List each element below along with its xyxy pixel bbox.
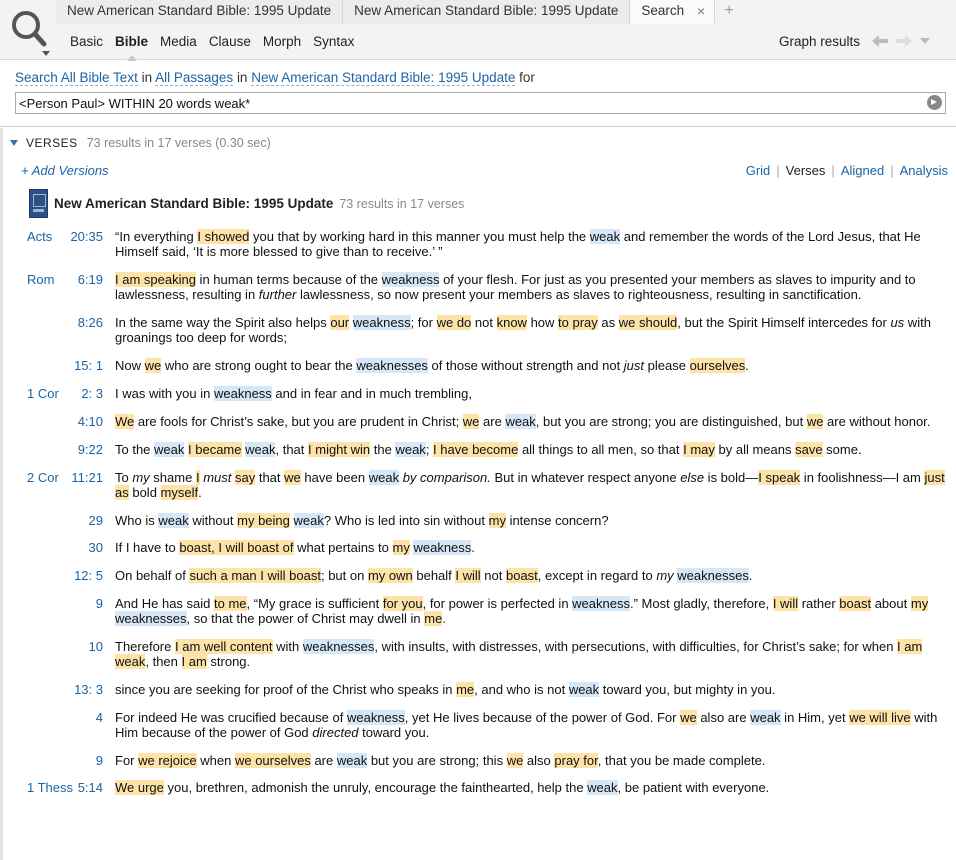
verse-text-segment: For bbox=[115, 753, 139, 768]
back-arrow-icon[interactable] bbox=[872, 35, 888, 47]
verse-text bbox=[115, 513, 950, 528]
verse-text-segment: For indeed He was crucified because of bbox=[115, 710, 347, 725]
person-match-highlight[interactable]: We urge bbox=[115, 780, 164, 795]
person-match-highlight[interactable]: we bbox=[680, 710, 697, 725]
verse-text bbox=[115, 540, 950, 555]
verse-text-segment: , and who is not bbox=[474, 682, 569, 697]
person-match-highlight[interactable]: to me bbox=[214, 596, 247, 611]
search-hit-highlight[interactable]: weak bbox=[750, 710, 781, 725]
verse-text-segment: since you are seeking for proof of the Christ who speaks in bbox=[115, 682, 457, 697]
verse-text-segment: On behalf of bbox=[115, 568, 190, 583]
verse-text-segment: ; but on bbox=[320, 568, 368, 583]
search-hit-highlight[interactable]: weakness bbox=[214, 386, 272, 401]
scope-text: for bbox=[519, 70, 535, 85]
verse-reference-link[interactable]: 9 bbox=[95, 753, 103, 768]
verse-text-segment: Therefore bbox=[115, 639, 175, 654]
add-tab-button[interactable]: + bbox=[724, 2, 734, 19]
view-mode-switch bbox=[746, 163, 948, 178]
verse-text bbox=[115, 414, 950, 429]
person-match-highlight[interactable]: my bbox=[910, 596, 929, 611]
verse-text-segment: the bbox=[370, 442, 396, 457]
person-match-highlight[interactable]: such a man I will boast bbox=[189, 568, 321, 583]
verse-text-segment: in foolishness—I am bbox=[800, 470, 925, 485]
tab-label: New American Standard Bible: 1995 Update bbox=[67, 3, 332, 18]
verse-text bbox=[115, 229, 950, 259]
person-match-highlight[interactable]: for you bbox=[382, 596, 423, 611]
verse-text-segment: , that bbox=[275, 442, 309, 457]
person-match-highlight[interactable]: I have become bbox=[433, 442, 519, 457]
person-match-highlight[interactable]: boast bbox=[505, 568, 538, 583]
verse-text-segment: , for power is perfected in bbox=[422, 596, 573, 611]
tab-label: Search bbox=[641, 3, 685, 18]
person-match-highlight[interactable]: we bbox=[506, 753, 524, 768]
person-match-highlight[interactable]: I speak bbox=[758, 470, 801, 485]
verse-text-segment: you, brethren, admonish the unruly, encourage the fainthearted, help the bbox=[163, 780, 588, 795]
person-match-highlight[interactable]: know bbox=[496, 315, 527, 330]
person-match-highlight[interactable]: we will live bbox=[849, 710, 911, 725]
search-hit-highlight[interactable]: weak bbox=[587, 780, 618, 795]
person-match-highlight[interactable]: We bbox=[115, 414, 135, 429]
verse-text-segment: And He has said bbox=[115, 596, 215, 611]
person-match-highlight[interactable]: we rejoice bbox=[138, 753, 197, 768]
verse-text-segment: not bbox=[471, 315, 497, 330]
toolbar bbox=[0, 0, 956, 60]
verse-text-segment: bold bbox=[128, 485, 161, 500]
person-match-highlight[interactable]: I became bbox=[188, 442, 242, 457]
person-match-highlight[interactable]: my own bbox=[367, 568, 413, 583]
verse-text bbox=[115, 682, 950, 697]
verse-text-segment: ; for bbox=[410, 315, 437, 330]
italic-word: my bbox=[132, 470, 150, 485]
search-input[interactable] bbox=[19, 95, 909, 111]
person-match-highlight[interactable]: I am weak bbox=[115, 639, 923, 669]
italic-word: else bbox=[680, 470, 705, 485]
verse-reference-link[interactable]: 9:22 bbox=[77, 442, 103, 457]
person-match-highlight[interactable]: I will bbox=[772, 596, 799, 611]
verse-text-segment: when bbox=[196, 753, 235, 768]
italic-word: directed bbox=[312, 725, 359, 740]
search-hit-highlight[interactable]: weak bbox=[293, 513, 324, 528]
verse-text-segment: ; bbox=[425, 442, 434, 457]
verse-book-link[interactable]: Rom bbox=[27, 272, 55, 287]
collapse-triangle-icon[interactable] bbox=[10, 140, 18, 146]
person-match-highlight[interactable]: pray for bbox=[554, 753, 598, 768]
passages-dropdown[interactable]: All Passages bbox=[155, 70, 234, 85]
verse-text bbox=[115, 639, 950, 669]
verse-text-segment: also are bbox=[696, 710, 751, 725]
scope-text: in bbox=[141, 70, 153, 85]
verse-text-segment: but you are strong; this bbox=[367, 753, 507, 768]
person-match-highlight[interactable]: we do bbox=[436, 315, 472, 330]
verse-text bbox=[115, 358, 950, 373]
verse-text-segment: , with insults, with distresses, with persecutions, with difficulties, for Christ’s sake; for when bbox=[374, 639, 898, 654]
verse-text-segment: shame bbox=[149, 470, 196, 485]
search-hit-highlight[interactable]: weak bbox=[336, 753, 368, 768]
verse-text-segment: . bbox=[442, 611, 446, 626]
verse-text bbox=[115, 596, 950, 626]
verse-text-segment: , except in regard to bbox=[537, 568, 657, 583]
resource-title[interactable]: New American Standard Bible: 1995 Update bbox=[54, 196, 334, 211]
person-match-highlight[interactable]: we ourselves bbox=[234, 753, 311, 768]
verse-text-segment: how bbox=[526, 315, 559, 330]
verse-text-segment: , then bbox=[145, 654, 182, 669]
verse-text bbox=[115, 568, 950, 583]
tab-bible-1[interactable] bbox=[56, 0, 343, 24]
search-hit-highlight[interactable]: weak bbox=[158, 513, 189, 528]
person-match-highlight[interactable]: boast bbox=[839, 596, 872, 611]
verse-text-segment: as bbox=[597, 315, 619, 330]
forward-arrow-icon[interactable] bbox=[896, 35, 912, 47]
verse-text-segment: with Him because of the power of God bbox=[115, 710, 938, 740]
verse-text-segment: and in fear and in much trembling, bbox=[271, 386, 472, 401]
version-dropdown[interactable]: New American Standard Bible: 1995 Update bbox=[251, 70, 516, 85]
search-hit-highlight[interactable]: weak bbox=[245, 442, 276, 457]
verse-text-segment: Who is bbox=[115, 513, 159, 528]
verse-text-segment: If I have to bbox=[115, 540, 180, 555]
person-match-highlight[interactable]: I showed bbox=[197, 229, 250, 244]
verse-text-segment bbox=[290, 513, 294, 528]
separator: | bbox=[890, 163, 894, 178]
verse-reference-link[interactable]: 30 bbox=[88, 540, 103, 555]
search-hit-highlight[interactable]: weak bbox=[568, 682, 600, 697]
person-match-highlight[interactable]: I am speaking bbox=[115, 272, 196, 287]
person-match-highlight[interactable]: our bbox=[330, 315, 350, 330]
verse-text-segment: To the bbox=[115, 442, 155, 457]
person-match-highlight[interactable]: we bbox=[806, 414, 824, 429]
verse-text-segment: of those without strength and not bbox=[427, 358, 624, 373]
separator: | bbox=[831, 163, 835, 178]
verse-reference-link[interactable]: 4:10 bbox=[77, 414, 103, 429]
verse-text-segment: . bbox=[748, 568, 753, 583]
person-match-highlight[interactable]: I might win bbox=[308, 442, 371, 457]
verse-reference-link[interactable]: 10 bbox=[88, 639, 103, 654]
verse-text-segment: who are strong ought to bear the bbox=[161, 358, 357, 373]
verse-text bbox=[115, 442, 950, 457]
verse-text bbox=[115, 753, 950, 768]
verse-reference-link[interactable]: 6:19 bbox=[77, 272, 103, 287]
verse-text-segment: with bbox=[272, 639, 303, 654]
verse-book-link[interactable]: Acts bbox=[27, 229, 53, 244]
verse-text-segment: lawlessness, so now present your members as slaves to righteousness, resulting in sanctification. bbox=[296, 287, 862, 302]
tab-search[interactable] bbox=[630, 0, 715, 24]
person-match-highlight[interactable]: to pray bbox=[558, 315, 598, 330]
search-hit-highlight[interactable]: weak bbox=[154, 442, 185, 457]
scope-text: in bbox=[236, 70, 248, 85]
verse-reference-link[interactable]: 9 bbox=[95, 596, 103, 611]
verse-reference-link[interactable]: 15: 1 bbox=[74, 358, 103, 373]
tab-label: New American Standard Bible: 1995 Update bbox=[354, 3, 619, 18]
verse-text-segment: ? Who is led into sin without bbox=[323, 513, 489, 528]
verse-reference-link[interactable]: 5:14 bbox=[77, 780, 103, 795]
verse-text-segment: in human terms because of the bbox=[195, 272, 382, 287]
go-arrow-icon[interactable] bbox=[927, 95, 942, 110]
verse-book-link[interactable]: 1 Thess bbox=[27, 780, 74, 795]
verse-text-segment: toward you. bbox=[358, 725, 430, 740]
verse-text-segment: “In everything bbox=[115, 229, 198, 244]
person-match-highlight[interactable]: ourselves bbox=[689, 358, 746, 373]
results-header[interactable] bbox=[10, 136, 271, 150]
verse-text-segment: some. bbox=[822, 442, 862, 457]
verse-reference-link[interactable]: 12: 5 bbox=[74, 568, 103, 583]
verse-text-segment: behalf bbox=[412, 568, 456, 583]
add-versions-link[interactable]: + Add Versions bbox=[21, 163, 109, 178]
person-match-highlight[interactable]: we bbox=[462, 414, 480, 429]
search-hit-highlight[interactable]: weakness bbox=[346, 710, 405, 725]
verse-text-segment: without bbox=[188, 513, 238, 528]
person-match-highlight[interactable]: we bbox=[144, 358, 162, 373]
verse-text-segment: not bbox=[480, 568, 506, 583]
person-match-highlight[interactable]: me bbox=[456, 682, 475, 697]
search-hit-highlight[interactable]: weaknesses bbox=[677, 568, 749, 583]
person-match-highlight[interactable]: I am bbox=[181, 654, 207, 669]
tab-strip bbox=[56, 0, 743, 24]
view-grid[interactable]: Grid bbox=[745, 163, 771, 178]
person-match-highlight[interactable]: we bbox=[284, 470, 301, 485]
verse-text-segment: I was with you in bbox=[115, 386, 214, 401]
verse-text-segment: In the same way the Spirit also helps bbox=[115, 315, 331, 330]
verse-text-segment: are fools for Christ’s sake, but you are prudent in Christ; bbox=[134, 414, 463, 429]
verse-text-segment: rather bbox=[798, 596, 840, 611]
italic-word: just bbox=[623, 358, 645, 373]
person-match-highlight[interactable]: my bbox=[488, 513, 506, 528]
search-scope bbox=[15, 70, 535, 85]
person-match-highlight[interactable]: me bbox=[424, 611, 443, 626]
verse-text-segment: are without honor. bbox=[823, 414, 931, 429]
verse-text bbox=[115, 315, 950, 345]
subtab-bible[interactable]: Bible bbox=[109, 32, 154, 54]
verse-text-segment: about bbox=[871, 596, 911, 611]
verse-text bbox=[115, 470, 950, 500]
verse-text-segment: of your flesh. For just as you presented your members as slaves to impurity and to lawlessness, resulting in bbox=[115, 272, 916, 302]
view-verses[interactable]: Verses bbox=[785, 163, 826, 178]
verse-text-segment: . bbox=[745, 358, 749, 373]
verse-text bbox=[115, 386, 950, 401]
verse-text-segment: .” Most gladly, therefore, bbox=[629, 596, 773, 611]
verse-text-segment: Now bbox=[115, 358, 145, 373]
chevron-down-icon[interactable] bbox=[920, 35, 930, 47]
search-hit-highlight[interactable]: weaknesses bbox=[302, 639, 375, 654]
verse-text-segment: you that by working hard in this manner you must help the bbox=[249, 229, 590, 244]
italic-word: us bbox=[890, 315, 905, 330]
search-bar bbox=[0, 61, 956, 127]
view-analysis[interactable]: Analysis bbox=[899, 163, 948, 178]
verse-text-segment: , be patient with everyone. bbox=[617, 780, 770, 795]
resource-count: 73 results in 17 verses bbox=[339, 196, 465, 211]
separator: | bbox=[776, 163, 780, 178]
search-type-tabs bbox=[64, 32, 360, 54]
verse-text-segment: all things to all men, so that bbox=[518, 442, 684, 457]
verse-text-segment: is bold— bbox=[704, 470, 759, 485]
verse-text-segment: toward you, but mighty in you. bbox=[599, 682, 776, 697]
person-match-highlight[interactable]: I am well content bbox=[174, 639, 273, 654]
verse-text-segment: , that you be made complete. bbox=[597, 753, 766, 768]
subtab-syntax[interactable]: Syntax bbox=[313, 34, 355, 49]
verse-book-link[interactable]: 1 Cor bbox=[27, 386, 59, 401]
verse-text-segment: But in whatever respect anyone bbox=[490, 470, 681, 485]
verse-text bbox=[115, 780, 950, 795]
person-match-highlight[interactable]: I will bbox=[455, 568, 481, 583]
italic-word: further bbox=[258, 287, 297, 302]
italic-word: my bbox=[656, 568, 674, 583]
results-panel bbox=[0, 128, 956, 860]
search-hit-highlight[interactable]: weaknesses bbox=[356, 358, 428, 373]
verse-text-segment: are bbox=[310, 753, 337, 768]
verse-reference-link[interactable]: 13: 3 bbox=[74, 682, 103, 697]
verse-reference-link[interactable]: 8:26 bbox=[77, 315, 103, 330]
book-cover-icon[interactable] bbox=[29, 189, 48, 218]
verse-book-link[interactable]: 2 Cor bbox=[27, 470, 59, 485]
verse-text-segment: , so that the power of Christ may dwell in bbox=[186, 611, 425, 626]
person-match-highlight[interactable]: my bbox=[392, 540, 410, 555]
search-hit-highlight[interactable]: weakness bbox=[572, 596, 630, 611]
verse-text-segment: have been bbox=[300, 470, 369, 485]
person-match-highlight[interactable]: I may bbox=[683, 442, 715, 457]
verse-reference-link[interactable]: 20:35 bbox=[70, 229, 103, 244]
verse-text-segment: please bbox=[644, 358, 690, 373]
search-panel-icon[interactable] bbox=[6, 4, 58, 58]
person-match-highlight[interactable]: my being bbox=[237, 513, 290, 528]
verse-text-segment: , yet He lives because of the power of God. For bbox=[404, 710, 681, 725]
verse-text bbox=[115, 272, 950, 302]
verse-text-segment: . bbox=[471, 540, 475, 555]
search-hit-highlight[interactable]: weaknesses bbox=[115, 611, 187, 626]
person-match-highlight[interactable]: just as bbox=[115, 470, 945, 500]
verse-text-segment: strong. bbox=[206, 654, 251, 669]
verse-text-segment: by all means bbox=[714, 442, 796, 457]
search-range-dropdown[interactable]: Search All Bible Text bbox=[15, 70, 138, 85]
italic-word: by comparison. bbox=[402, 470, 491, 485]
search-hit-highlight[interactable]: weak bbox=[395, 442, 426, 457]
resource-header bbox=[29, 189, 464, 218]
verse-text-segment: , but the Spirit Himself intercedes for bbox=[677, 315, 891, 330]
person-match-highlight[interactable]: myself bbox=[160, 485, 199, 500]
verse-text bbox=[115, 710, 950, 740]
person-match-highlight[interactable]: we should bbox=[618, 315, 678, 330]
history-nav bbox=[872, 35, 930, 47]
tab-bible-2[interactable] bbox=[343, 0, 630, 24]
verse-text-segment: that bbox=[255, 470, 285, 485]
results-count: 73 results in 17 verses (0.30 sec) bbox=[86, 136, 271, 150]
search-hit-highlight[interactable]: weakness bbox=[352, 315, 411, 330]
verse-reference-link[interactable]: 4 bbox=[95, 710, 103, 725]
verse-reference-link[interactable]: 29 bbox=[88, 513, 103, 528]
subtab-media[interactable]: Media bbox=[160, 34, 197, 49]
verse-reference-link[interactable]: 2: 3 bbox=[81, 386, 103, 401]
verse-reference-link[interactable]: 11:21 bbox=[71, 470, 103, 485]
person-match-highlight[interactable]: I bbox=[195, 470, 200, 485]
close-icon[interactable]: × bbox=[696, 3, 706, 19]
search-hit-highlight[interactable]: weak bbox=[368, 470, 400, 485]
view-aligned[interactable]: Aligned bbox=[840, 163, 885, 178]
search-hit-highlight[interactable]: weakness bbox=[381, 272, 440, 287]
person-match-highlight[interactable]: save bbox=[795, 442, 823, 457]
search-hit-highlight[interactable]: weak bbox=[505, 414, 536, 429]
verse-text-segment: with groanings too deep for words; bbox=[115, 315, 931, 345]
graph-results-button[interactable]: Graph results bbox=[779, 34, 861, 49]
person-match-highlight[interactable]: boast, I will boast of bbox=[179, 540, 294, 555]
search-field bbox=[15, 92, 946, 114]
subtab-morph[interactable]: Morph bbox=[262, 34, 302, 49]
verse-text-segment: , but you are strong; you are distinguished, but bbox=[535, 414, 807, 429]
subtab-clause[interactable]: Clause bbox=[208, 34, 251, 49]
subtab-basic[interactable]: Basic bbox=[70, 34, 104, 49]
verse-text-segment: intense concern? bbox=[505, 513, 609, 528]
verse-text-segment: , “My grace is sufficient bbox=[246, 596, 383, 611]
verse-text-segment: also bbox=[523, 753, 555, 768]
verse-text-segment: . bbox=[198, 485, 202, 500]
italic-word: must bbox=[203, 470, 232, 485]
verse-text-segment: what pertains to bbox=[293, 540, 393, 555]
search-hit-highlight[interactable]: weakness bbox=[413, 540, 472, 555]
section-label: VERSES bbox=[26, 136, 78, 150]
person-match-highlight[interactable]: say bbox=[234, 470, 256, 485]
verse-text-segment: are bbox=[479, 414, 506, 429]
verse-text-segment: and remember the words of the Lord Jesus, that He Himself said, ‘It is more blessed to give than to receive.’ ” bbox=[115, 229, 921, 259]
search-hit-highlight[interactable]: weak bbox=[589, 229, 621, 244]
verse-text-segment: in Him, yet bbox=[780, 710, 850, 725]
verse-text-segment: To bbox=[115, 470, 133, 485]
